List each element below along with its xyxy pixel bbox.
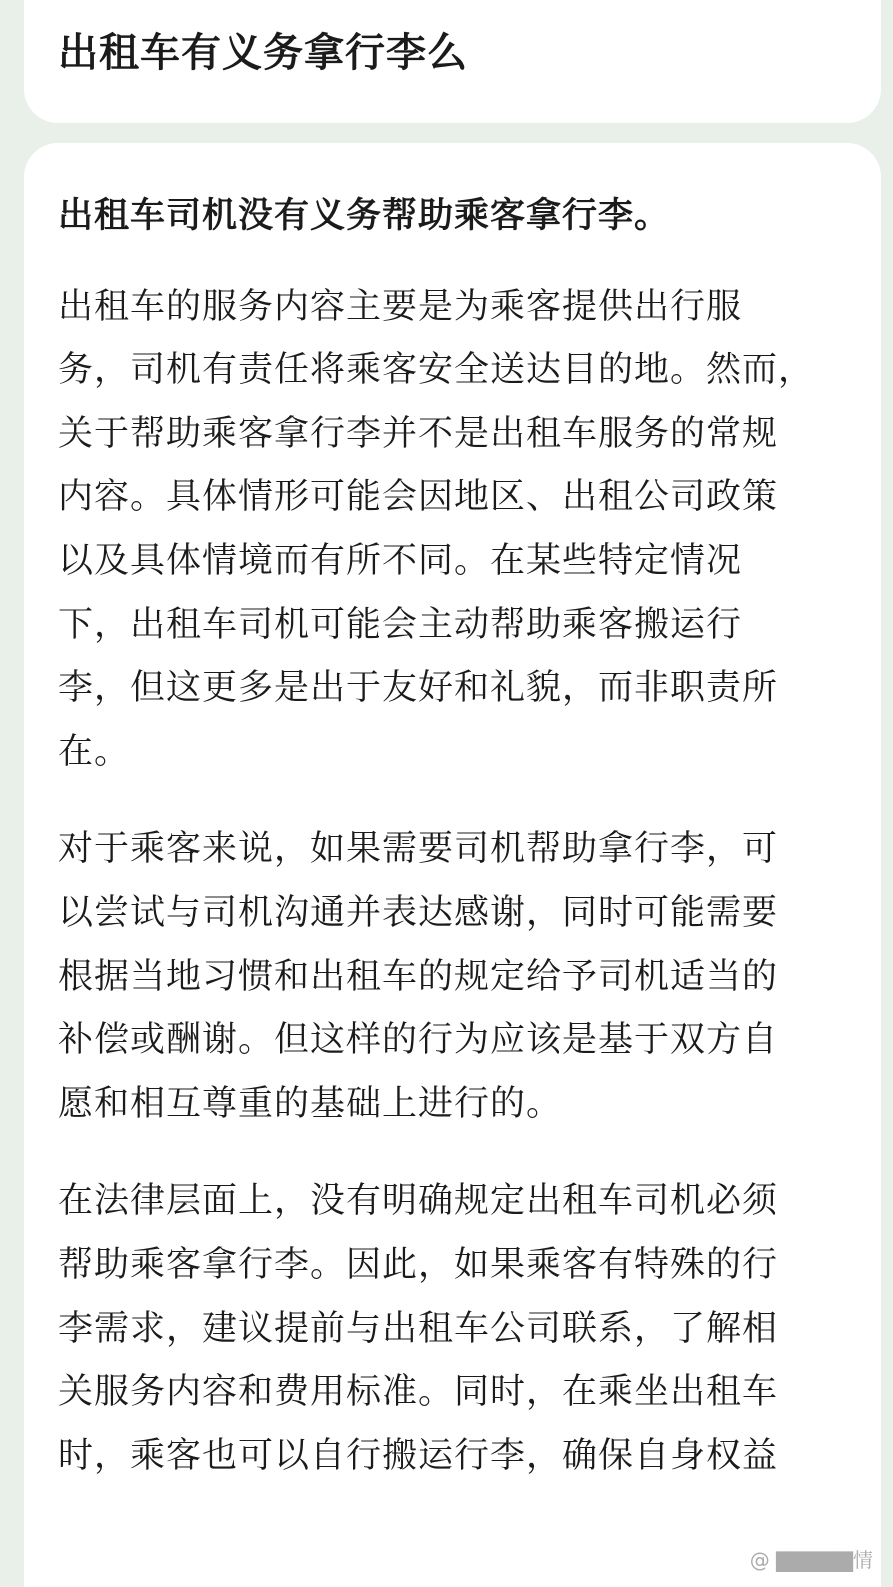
- answer-line: 李，但这更多是出于友好和礼貌，而非职责所: [58, 668, 779, 709]
- answer-line: 愿和相互尊重的基础上进行的。: [58, 1083, 563, 1124]
- answer-line: 内容。具体情形可能会因地区、出租公司政策: [58, 477, 779, 518]
- answer-line: 李需求，建议提前与出租车公司联系，了解相: [58, 1308, 779, 1349]
- answer-card: [24, 143, 881, 1587]
- answer-line: 在。: [58, 731, 131, 772]
- question-text: 出租车有义务拿行李么: [58, 30, 468, 76]
- answer-line: 对于乘客来说，如果需要司机帮助拿行李，可: [58, 829, 779, 870]
- answer-line: 补偿或酬谢。但这样的行为应该是基于双方自: [58, 1020, 779, 1061]
- answer-line: 下，出租车司机可能会主动帮助乘客搬运行: [58, 604, 743, 645]
- answer-line: 务，司机有责任将乘客安全送达目的地。然而，: [58, 350, 815, 391]
- answer-line: 帮助乘客拿行李。因此，如果乘客有特殊的行: [58, 1244, 779, 1285]
- answer-line: 以尝试与司机沟通并表达感谢，同时可能需要: [58, 892, 779, 933]
- answer-line: 关于帮助乘客拿行李并不是出租车服务的常规: [58, 413, 779, 454]
- answer-body: [58, 185, 848, 1522]
- answer-line: 根据当地习惯和出租车的规定给予司机适当的: [58, 956, 779, 997]
- answer-line: 在法律层面上，没有明确规定出租车司机必须: [58, 1181, 779, 1222]
- answer-line: 以及具体情境而有所不同。在某些特定情况: [58, 540, 743, 581]
- watermark: @ ▇▇▇▇▇情: [749, 1548, 873, 1572]
- answer-line: 关服务内容和费用标准。同时，在乘坐出租车: [58, 1372, 779, 1413]
- answer-line: 时，乘客也可以自行搬运行李，确保自身权益: [58, 1435, 779, 1476]
- answer-paragraph-1: [58, 276, 848, 785]
- answer-paragraph-3: [58, 1170, 848, 1488]
- answer-lead: 出租车司机没有义务帮助乘客拿行李。: [58, 196, 671, 236]
- question-card: [24, 0, 881, 123]
- answer-paragraph-2: [58, 818, 848, 1136]
- answer-line: 出租车的服务内容主要是为乘客提供出行服: [58, 286, 743, 327]
